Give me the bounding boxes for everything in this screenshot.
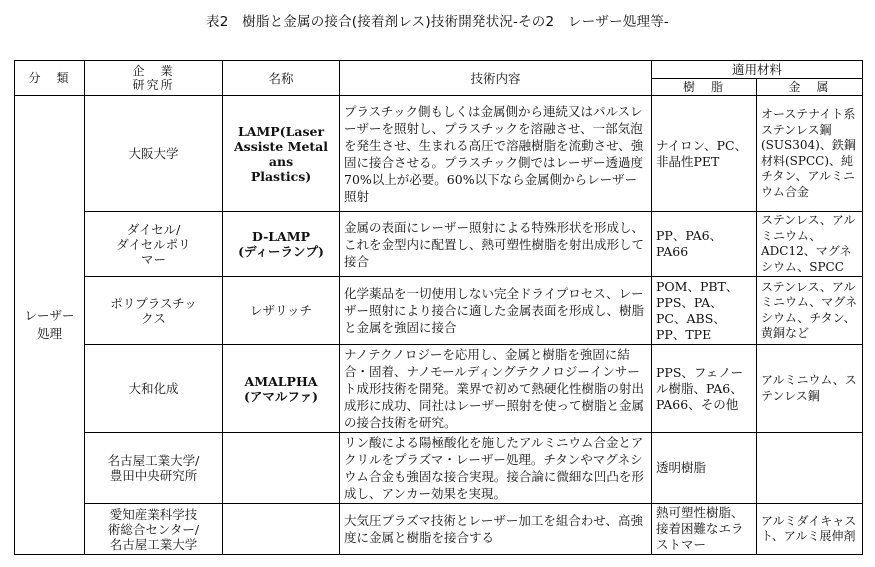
company-cell: 大和化成 (85, 345, 223, 433)
header-row (15, 61, 863, 79)
content-cell: 化学薬品を一切使用しない完全ドライプロセス、レーザー照射により接合に適した金属表面を形成し、樹脂と金属を強固に接合 (340, 277, 652, 345)
table-row (15, 96, 863, 212)
metal-cell: アルミダイキャスト、アルミ展伸剤 (757, 504, 863, 555)
company-cell: ポリプラスチッ クス (85, 277, 223, 345)
name-cell: AMALPHA (アマルファ) (223, 345, 340, 433)
resin-cell: 熱可塑性樹脂、接着困難なエラストマー (652, 504, 757, 555)
header-company: 企 業 研究所 (85, 61, 223, 96)
content-cell: 大気圧プラズマ技術とレーザー加工を組合わせ、高強度に金属と樹脂を接合する (340, 504, 652, 555)
metal-cell: ステンレス、アルミニウム、マグネシウム、チタン、黄銅など (757, 277, 863, 345)
table-row (15, 504, 863, 555)
category-cell: レーザー 処理 (15, 96, 85, 555)
company-cell: 名古屋工業大学/ 豊田中央研究所 (85, 433, 223, 504)
metal-cell: ステンレス、アルミニウム、ADC12、マグネシウム、SPCC (757, 212, 863, 277)
table-row (15, 345, 863, 433)
name-cell: D-LAMP (ディーランプ) (223, 212, 340, 277)
company-cell: ダイセル/ ダイセルポリ マー (85, 212, 223, 277)
metal-cell (757, 433, 863, 504)
header-category: 分 類 (15, 61, 85, 96)
header-resin: 樹 脂 (652, 79, 757, 96)
resin-cell: PPS、フェノール樹脂、PA6、PA66、その他 (652, 345, 757, 433)
name-cell: LAMP(Laser Assiste Metal ans Plastics) (223, 96, 340, 212)
metal-cell: オーステナイト系ステンレス鋼(SUS304)、鉄鋼材料(SPCC)、純チタン、アルミニウム合金 (757, 96, 863, 212)
content-cell: リン酸による陽極酸化を施したアルミニウム合金とアクリルをプラズマ・レーザー処理。チタンやマグネシウム合金も強固な接合実現。接合論に微細な凹凸を形成し、アンカー効果を実現。 (340, 433, 652, 504)
header-content: 技術内容 (340, 61, 652, 96)
name-cell (223, 504, 340, 555)
content-cell: プラスチック側もしくは金属側から連続又はパルスレーザーを照射し、プラスチックを溶融させ、一部気泡を発生させ、生まれる高圧で溶融樹脂を流動させ、強固に接合させる。プラスチック側ではレーザー透過度70%以上が必要。60%以下なら金属側からレーザー照射 (340, 96, 652, 212)
company-cell: 大阪大学 (85, 96, 223, 212)
name-cell (223, 433, 340, 504)
table-row (15, 277, 863, 345)
resin-cell: 透明樹脂 (652, 433, 757, 504)
header-metal: 金 属 (757, 79, 863, 96)
header-materials: 適用材料 (652, 61, 863, 79)
content-cell: ナノテクノロジーを応用し、金属と樹脂を強固に結合・固着、ナノモールディングテクノロジーインサート成形技術を開発。業界で初めて熱硬化性樹脂の射出成形に成功、同社はレーザー照射を使って樹脂と金属の接合技術を研究。 (340, 345, 652, 433)
resin-cell: ナイロン、PC、非晶性PET (652, 96, 757, 212)
table-row (15, 212, 863, 277)
content-cell: 金属の表面にレーザー照射による特殊形状を形成し、これを金型内に配置し、熱可塑性樹脂を射出成形して接合 (340, 212, 652, 277)
header-name: 名称 (223, 61, 340, 96)
technology-table (14, 60, 863, 555)
company-cell: 愛知産業科学技 術総合センター/ 名古屋工業大学 (85, 504, 223, 555)
table-row (15, 433, 863, 504)
resin-cell: PP、PA6、PA66 (652, 212, 757, 277)
table-title: 表2 樹脂と金属の接合(接着剤レス)技術開発状況-その2 レーザー処理等- (206, 14, 669, 30)
resin-cell: POM、PBT、PPS、PA、PC、ABS、PP、TPE (652, 277, 757, 345)
name-cell: レザリッチ (223, 277, 340, 345)
metal-cell: アルミニウム、ステンレス鋼 (757, 345, 863, 433)
